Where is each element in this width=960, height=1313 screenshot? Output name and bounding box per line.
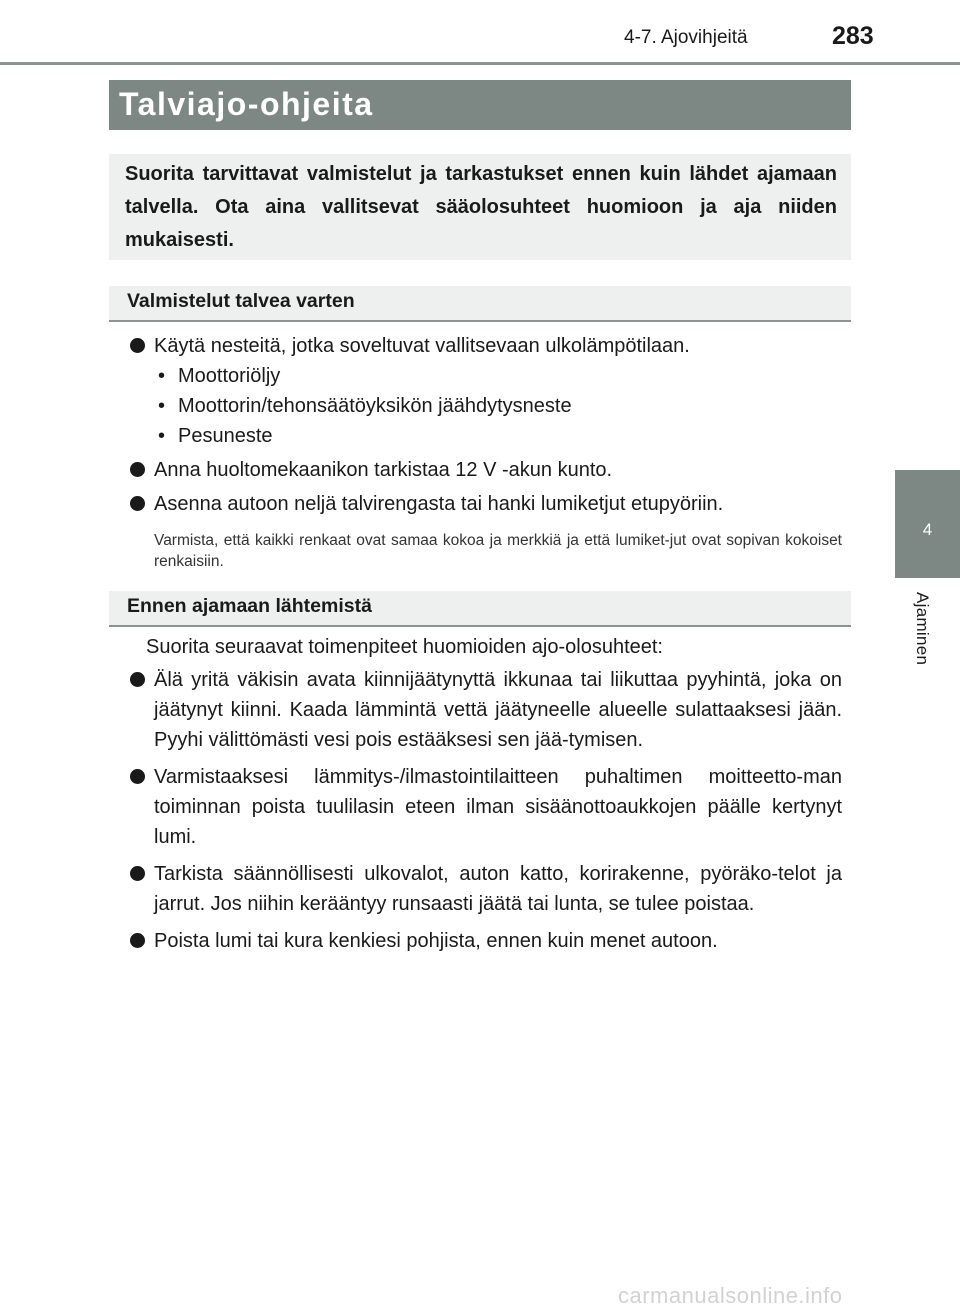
page-number: 283 (832, 22, 874, 50)
page-title: Talviajo-ohjeita (119, 86, 374, 122)
list-item (130, 926, 842, 956)
list-item (130, 665, 842, 755)
sub-list-item (130, 421, 842, 451)
sub-bullet-marker: • (158, 365, 166, 387)
list-item-text: Anna huoltomekaanikon tarkistaa 12 V -akun kunto. (154, 459, 613, 481)
sub-list-item-text: Moottorin/tehonsäätöyksikön jäähdytysneste (178, 395, 572, 417)
sub-list-item (130, 391, 842, 421)
before-driving-list (130, 632, 842, 956)
list-item-text: Tarkista säännöllisesti ulkovalot, auton katto, korirakenne, pyöräko-telot ja jarrut. Jos niihin kerääntyy runsaasti jäätä tai lunta, se tulee poistaa. (154, 863, 842, 915)
list-item-text: Käytä nesteitä, jotka soveltuvat vallitsevaan ulkolämpötilaan. (154, 335, 690, 357)
sub-list-item (130, 361, 842, 391)
list-item-text: Varmistaaksesi lämmitys-/ilmastointilaitteen puhaltimen moitteetto-man toiminnan poista tuulilasin eteen ilman sisäänottoaukkojen päälle kertynyt lumi. (154, 766, 842, 848)
list-item-text: Älä yritä väkisin avata kiinnijäätynyttä ikkunaa tai liikuttaa pyyhintä, joka on jäätynyt kiinni. Kaada lämmintä vettä jäätyneelle alueelle sulattaaksesi jään. Pyyhi välittömästi vesi pois estääksesi sen jää-tymisen. (154, 669, 842, 751)
bullet-dot-icon (130, 672, 145, 687)
bullet-dot-icon (130, 933, 145, 948)
list-item (130, 762, 842, 852)
list-item (130, 489, 842, 519)
bullet-dot-icon (130, 338, 145, 353)
section-heading-text: Ennen ajamaan lähtemistä (127, 595, 372, 617)
sub-list-item-text: Pesuneste (178, 425, 273, 447)
list-item-text: Poista lumi tai kura kenkiesi pohjista, ennen kuin menet autoon. (154, 930, 718, 952)
tire-note: Varmista, että kaikki renkaat ovat samaa kokoa ja merkkiä ja että lumiket-jut ovat sopivan kokoiset renkaisiin. (154, 532, 842, 570)
bullet-dot-icon (130, 462, 145, 477)
bullet-dot-icon (130, 866, 145, 881)
section-heading-before-driving (109, 591, 851, 627)
sub-bullet-marker: • (158, 395, 166, 417)
list-item-text: Asenna autoon neljä talvirengasta tai hanki lumiketjut etupyöriin. (154, 493, 724, 515)
chapter-label: Ajaminen (913, 592, 932, 666)
header-divider (0, 62, 960, 65)
chapter-number: 4 (922, 520, 933, 539)
section-heading-text: Valmistelut talvea varten (127, 290, 355, 312)
winter-prep-list (130, 331, 842, 519)
list-item (130, 859, 842, 919)
chapter-tab (895, 470, 960, 578)
list-item (130, 455, 842, 485)
section-lead-text: Suorita seuraavat toimenpiteet huomioiden ajo-olosuhteet: (146, 636, 663, 658)
sub-list-item-text: Moottoriöljy (178, 365, 281, 387)
bullet-dot-icon (130, 496, 145, 511)
watermark: carmanualsonline.info (618, 1283, 843, 1308)
page-title-bar (109, 80, 851, 130)
section-heading-winter-prep (109, 286, 851, 322)
running-header-section: 4-7. Ajovihjeitä (624, 27, 748, 48)
bullet-dot-icon (130, 769, 145, 784)
sub-bullet-marker: • (158, 425, 166, 447)
intro-box (109, 154, 851, 260)
intro-text: Suorita tarvittavat valmistelut ja tarkastukset ennen kuin lähdet ajamaan talvella. Ota aina vallitsevat sääolosuhteet huomioon ja aja niiden mukaisesti. (125, 163, 837, 251)
list-item (130, 331, 842, 361)
